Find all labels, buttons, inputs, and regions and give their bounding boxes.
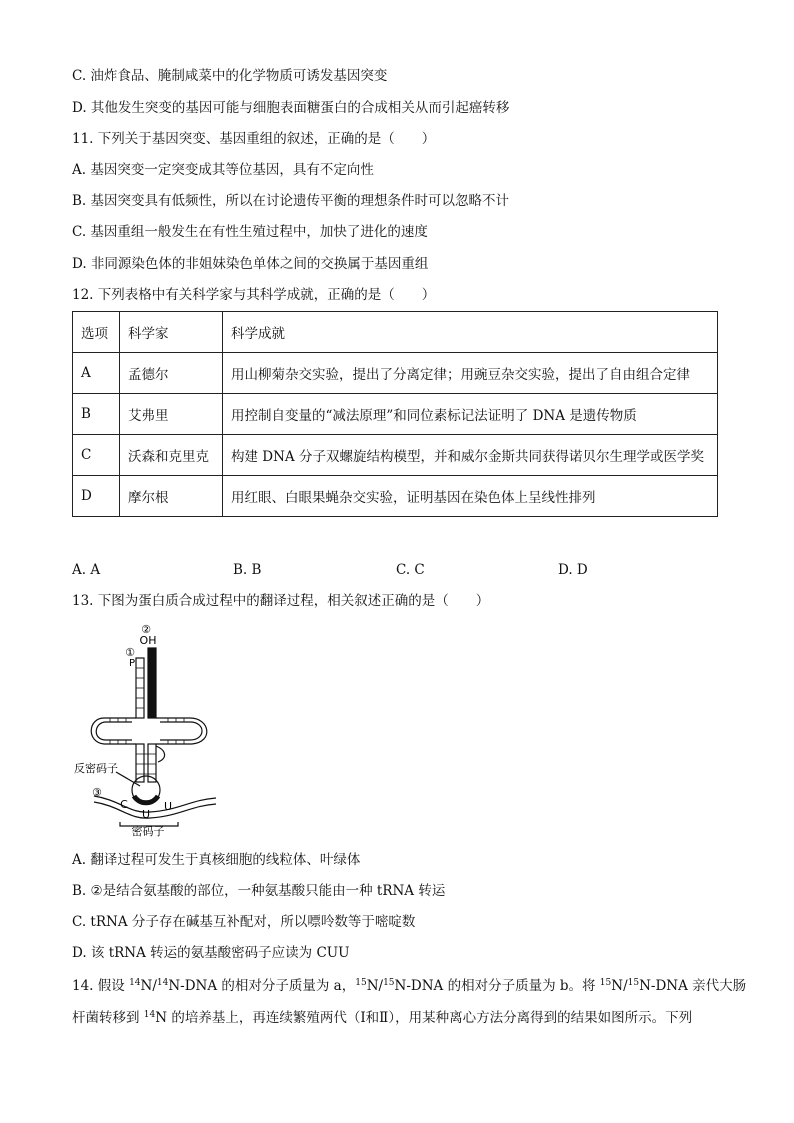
q12-answer-c: C. C: [396, 562, 425, 578]
table-header: 选项: [73, 312, 120, 353]
mrna-strand-inner: [94, 802, 216, 818]
q12-answer-a: A. A: [72, 562, 101, 578]
q10-option-d: D. 其他发生突变的基因可能与细胞表面糖蛋白的合成相关从而引起癌转移: [72, 100, 510, 116]
table-row: [73, 394, 718, 435]
q13-stem: 13. 下图为蛋白质合成过程中的翻译过程，相关叙述正确的是（ ）: [72, 593, 490, 609]
q11-option-b: B. 基因突变具有低频性，所以在讨论遗传平衡的理想条件时可以忽略不计: [72, 193, 510, 209]
table-header: 科学家: [120, 312, 223, 353]
table-cell: A: [73, 353, 120, 394]
q13-option-a: A. 翻译过程可发生于真核细胞的线粒体、叶绿体: [72, 852, 361, 868]
table-row: [73, 476, 718, 517]
label-2: ②: [141, 623, 151, 636]
table-cell: 艾弗里: [120, 394, 223, 435]
trna-diagram: [74, 622, 230, 838]
q12-stem: 12. 下列表格中有关科学家与其科学成就，正确的是（ ）: [72, 287, 436, 303]
table-cell: B: [73, 394, 120, 435]
label-3: ③: [92, 786, 102, 799]
table-header: 科学成就: [223, 312, 718, 353]
table-cell: 用控制自变量的“减法原理”和同位素标记法证明了 DNA 是遗传物质: [223, 394, 718, 435]
table-cell: 用红眼、白眼果蝇杂交实验，证明基因在染色体上呈线性排列: [223, 476, 718, 517]
q12-answer-d: D. D: [558, 562, 588, 578]
anticodon-bases: [134, 796, 158, 803]
table-cell: 构建 DNA 分子双螺旋结构模型，并和威尔金斯共同获得诺贝尔生理学或医学奖: [223, 435, 718, 476]
table-row: [73, 435, 718, 476]
table-cell: C: [73, 435, 120, 476]
table-cell: 孟德尔: [120, 353, 223, 394]
label-1: ①: [125, 646, 135, 659]
table-cell: 用山柳菊杂交实验，提出了分离定律；用豌豆杂交实验，提出了自由组合定律: [223, 353, 718, 394]
codon-letter-u: U: [163, 800, 173, 813]
table-row: [73, 353, 718, 394]
variable-loop: [156, 746, 165, 762]
acceptor-stem-right: [148, 648, 156, 718]
label-oh: OH: [139, 634, 157, 647]
table-cell: D: [73, 476, 120, 517]
q12-answer-b: B. B: [233, 562, 262, 578]
scientist-table: [72, 311, 718, 517]
q14-stem-line2: 杆菌转移到 $^{14}$N 的培养基上，再连续繁殖两代（Ⅰ和Ⅱ），用某种离心方法分离得到的结果如图所示。下列: [72, 1010, 693, 1026]
q13-option-d: D. 该 tRNA 转运的氨基酸密码子应读为 CUU: [72, 945, 350, 961]
q14-stem-line1: 14. 假设 $^{14}$N/$^{14}$N-DNA 的相对分子质量为 a，$^{15}$N/$^{15}$N-DNA 的相对分子质量为 b。将 $^{15}$N/$^{15}$N-DNA 亲代大肠: [72, 978, 747, 994]
codon-letter-c: C: [120, 798, 128, 811]
label-p: P: [128, 658, 136, 669]
q11-stem: 11. 下列关于基因突变、基因重组的叙述，正确的是（ ）: [72, 131, 436, 147]
table-header-row: [73, 312, 718, 353]
codon-letter-u: U: [141, 808, 151, 821]
label-anticodon: 反密码子: [74, 762, 118, 775]
q10-option-c: C. 油炸食品、腌制咸菜中的化学物质可诱发基因突变: [72, 68, 388, 84]
q11-option-c: C. 基因重组一般发生在有性生殖过程中，加快了进化的速度: [72, 224, 428, 240]
table-cell: 沃森和克里克: [120, 435, 223, 476]
q13-option-b: B. ②是结合氨基酸的部位，一种氨基酸只能由一种 tRNA 转运: [72, 883, 446, 899]
q13-option-c: C. tRNA 分子存在碱基互补配对，所以嘌呤数等于嘧啶数: [72, 914, 416, 930]
q11-option-a: A. 基因突变一定突变成其等位基因，具有不定向性: [72, 162, 374, 178]
t-arm-inner: [160, 722, 202, 740]
q11-option-d: D. 非同源染色体的非姐妹染色单体之间的交换属于基因重组: [72, 256, 429, 272]
label-codon: 密码子: [131, 825, 165, 838]
table-cell: 摩尔根: [120, 476, 223, 517]
d-arm-inner: [96, 722, 132, 740]
